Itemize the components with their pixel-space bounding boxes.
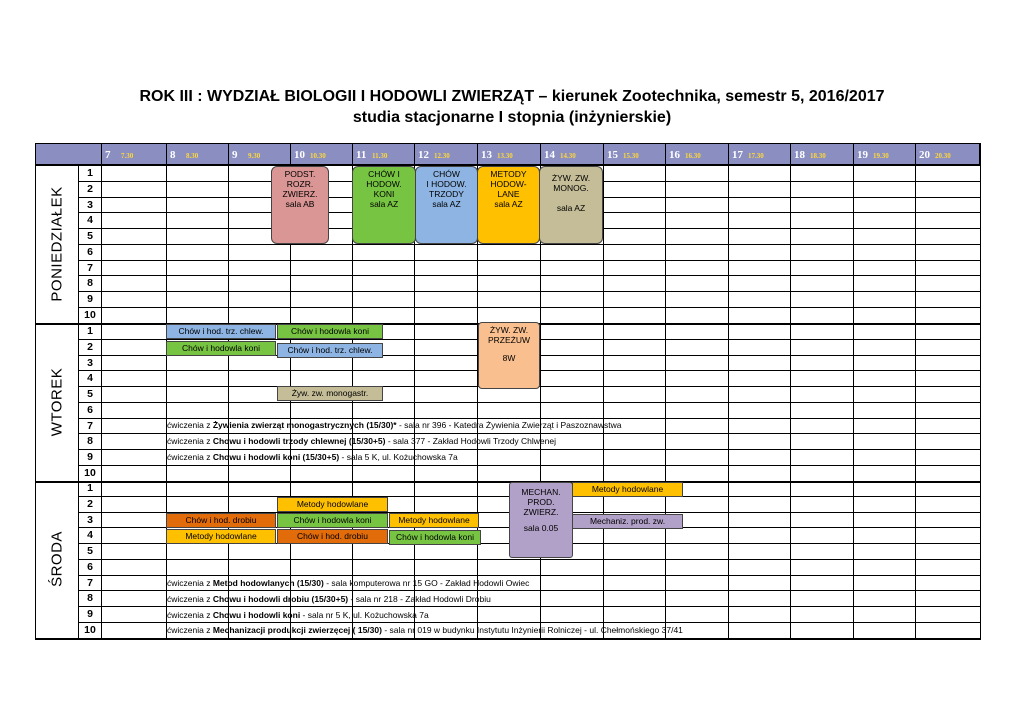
grid-line (78, 244, 980, 245)
grid-line (853, 143, 854, 638)
row-number: 2 (87, 340, 93, 353)
block-metody-hodowlane[interactable]: Metody hodowlane (277, 497, 388, 512)
grid-line (78, 260, 980, 261)
grid-line (78, 465, 980, 466)
block-chow-trz-chlew[interactable]: Chów i hod. trz. chlew. (166, 324, 276, 339)
half-hour-label: 18.30 (810, 152, 826, 160)
row-number: 6 (87, 245, 93, 258)
block-chow-trz-chlew[interactable]: Chów i hod. trz. chlew. (277, 343, 383, 358)
row-number: 10 (84, 623, 96, 636)
hour-label: 17 (732, 149, 743, 161)
block-chow-hod-drobiu[interactable]: Chów i hod. drobiu (277, 529, 388, 544)
hour-header-cell (540, 143, 603, 165)
block-metody-hodowlane[interactable]: Metody hodowlane (572, 482, 683, 497)
block-chow-trzody[interactable]: CHÓW I HODOW. TRZODY sala AZ (415, 166, 478, 244)
half-hour-label: 20.30 (935, 152, 951, 160)
grid-line (915, 143, 916, 638)
hour-header-cell (790, 143, 853, 165)
hour-header-cell (414, 143, 477, 165)
row-number: 2 (87, 497, 93, 510)
block-zyw-monog[interactable]: ŻYW. ZW. MONOG. sala AZ (539, 166, 603, 244)
hour-label: 15 (607, 149, 618, 161)
note-wednesday-10: ćwiczenia z Mechanizacji produkcji zwierzęcej ( 15/30) - sala nr 019 w budynku Instytutu Inżynierii Rolniczej - ul. Chełmońskiego 37/41 (167, 625, 683, 635)
half-hour-label: 13.30 (497, 152, 513, 160)
block-zyw-monogastr[interactable]: Żyw. zw. monogastr. (277, 386, 383, 401)
day-label-wednesday: ŚRODA (48, 531, 65, 587)
hour-header-cell (352, 143, 414, 165)
hour-label: 10 (294, 149, 305, 161)
block-podst-rozr-zwierz[interactable]: PODST. ROZR. ZWIERZ. sala AB (271, 166, 329, 244)
grid-line (603, 143, 604, 638)
half-hour-label: 10.30 (310, 152, 326, 160)
grid-line (78, 307, 980, 308)
hour-label: 18 (794, 149, 805, 161)
half-hour-label: 11.30 (372, 152, 388, 160)
grid-line (166, 143, 167, 638)
block-chow-koni[interactable]: CHÓW I HODOW. KONI sala AZ (352, 166, 416, 244)
note-tuesday-7: ćwiczenia z Żywienia zwierząt monogastrycznych (15/30)* - sala nr 396 - Katedra Żywienia Zwierząt i Paszoznawstwa (167, 420, 622, 430)
hour-header-cell (665, 143, 728, 165)
row-number: 3 (87, 356, 93, 369)
row-number: 3 (87, 198, 93, 211)
row-number: 8 (87, 276, 93, 289)
row-number: 7 (87, 261, 93, 274)
grid-line (665, 143, 666, 638)
row-number: 3 (87, 513, 93, 526)
half-hour-label: 16.30 (685, 152, 701, 160)
row-number: 7 (87, 419, 93, 432)
hour-label: 9 (232, 149, 238, 161)
block-zyw-przezuw[interactable]: ŻYW. ZW. PRZEŻUW 8W (478, 322, 540, 389)
note-tuesday-8: ćwiczenia z Chowu i hodowli trzody chlewnej (15/30+5) - sala 377 - Zakład Hodowli Trzody Chlwenej (167, 436, 557, 446)
half-hour-label: 17.30 (748, 152, 764, 160)
half-hour-label: 9.30 (248, 152, 261, 160)
half-hour-label: 14.30 (560, 152, 576, 160)
hour-header-cell (915, 143, 980, 165)
row-number: 1 (87, 166, 93, 179)
hour-label: 20 (919, 149, 930, 161)
row-number: 10 (84, 466, 96, 479)
block-mechaniz-prod[interactable]: Mechaniz. prod. zw. (572, 514, 683, 529)
row-number: 8 (87, 434, 93, 447)
half-hour-label: 19.30 (873, 152, 889, 160)
note-wednesday-8: ćwiczenia z Chowu i hodowli drobiu (15/30+5) - sala nr 218 - Zakład Hodowli Drobiu (167, 594, 491, 604)
row-number: 9 (87, 450, 93, 463)
hour-header-cell (290, 143, 352, 165)
hour-header-cell (228, 143, 290, 165)
grid-line (980, 143, 981, 638)
half-hour-label: 7.30 (121, 152, 134, 160)
hour-label: 8 (170, 149, 176, 161)
hour-header-cell (166, 143, 228, 165)
block-chow-hodowla-koni[interactable]: Chów i hodowla koni (166, 341, 276, 356)
row-number: 5 (87, 229, 93, 242)
hour-label: 12 (418, 149, 429, 161)
hour-header-cell (603, 143, 665, 165)
row-number: 5 (87, 544, 93, 557)
row-number: 6 (87, 560, 93, 573)
block-chow-hod-drobiu[interactable]: Chów i hod. drobiu (166, 513, 276, 528)
hour-label: 16 (669, 149, 680, 161)
block-chow-hodowla-koni[interactable]: Chów i hodowla koni (277, 513, 388, 528)
block-chow-hodowla-koni[interactable]: Chów i hodowla koni (389, 530, 481, 545)
hour-label: 19 (857, 149, 868, 161)
page-subtitle: studia stacjonarne I stopnia (inżynierskie) (352, 109, 672, 126)
row-number: 7 (87, 576, 93, 589)
grid-line (728, 143, 729, 638)
day-label-monday: PONIEDZIAŁEK (48, 186, 65, 302)
row-number: 2 (87, 182, 93, 195)
grid-line (78, 291, 980, 292)
block-chow-hodowla-koni[interactable]: Chów i hodowla koni (277, 324, 383, 339)
day-separator (35, 638, 981, 640)
note-wednesday-9: ćwiczenia z Chowu i hodowli koni - sala nr 5 K, ul. Kożuchowska 7a (167, 610, 429, 620)
hour-label: 11 (356, 149, 367, 161)
day-label-tuesday: WTOREK (48, 367, 65, 436)
hour-header-cell (853, 143, 915, 165)
grid-line (790, 143, 791, 638)
row-number: 9 (87, 607, 93, 620)
row-number: 4 (87, 213, 93, 226)
grid-line (101, 143, 102, 638)
row-number: 4 (87, 528, 93, 541)
row-number: 10 (84, 308, 96, 321)
half-hour-label: 15.30 (623, 152, 639, 160)
grid-line (228, 143, 229, 638)
hour-header-cell (477, 143, 540, 165)
hour-header-cell (728, 143, 790, 165)
row-number: 5 (87, 387, 93, 400)
day-separator (35, 481, 981, 483)
block-metody-hodowlane[interactable]: Metody hodowlane (166, 529, 276, 544)
hour-label: 14 (544, 149, 555, 161)
page-title: ROK III : WYDZIAŁ BIOLOGII I HODOWLI ZWIERZĄT – kierunek Zootechnika, semestr 5, 2016/2017 (139, 88, 885, 105)
note-tuesday-9: ćwiczenia z Chowu i hodowli koni (15/30+5) - sala 5 K, ul. Kożuchowska 7a (167, 452, 458, 462)
hour-label: 13 (481, 149, 492, 161)
row-number: 1 (87, 481, 93, 494)
row-number: 9 (87, 292, 93, 305)
grid-line (78, 275, 980, 276)
row-number: 8 (87, 591, 93, 604)
half-hour-label: 12.30 (434, 152, 450, 160)
grid-line (78, 559, 980, 560)
block-metody-hodowlane[interactable]: METODY HODOW- LANE sala AZ (477, 166, 540, 244)
half-hour-label: 8.30 (186, 152, 199, 160)
row-number: 6 (87, 403, 93, 416)
grid-line (78, 402, 980, 403)
hour-header-cell (101, 143, 166, 165)
block-mechan-prod-zwierz[interactable]: MECHAN. PROD. ZWIERZ. sala 0.05 (509, 482, 573, 558)
note-wednesday-7: ćwiczenia z Metod hodowlanych (15/30) - sala komputerowa nr 15 GO - Zakład Hodowli Owiec (167, 578, 530, 588)
hour-label: 7 (105, 149, 111, 161)
block-metody-hodowlane[interactable]: Metody hodowlane (389, 513, 479, 528)
row-number: 1 (87, 324, 93, 337)
row-number: 4 (87, 371, 93, 384)
